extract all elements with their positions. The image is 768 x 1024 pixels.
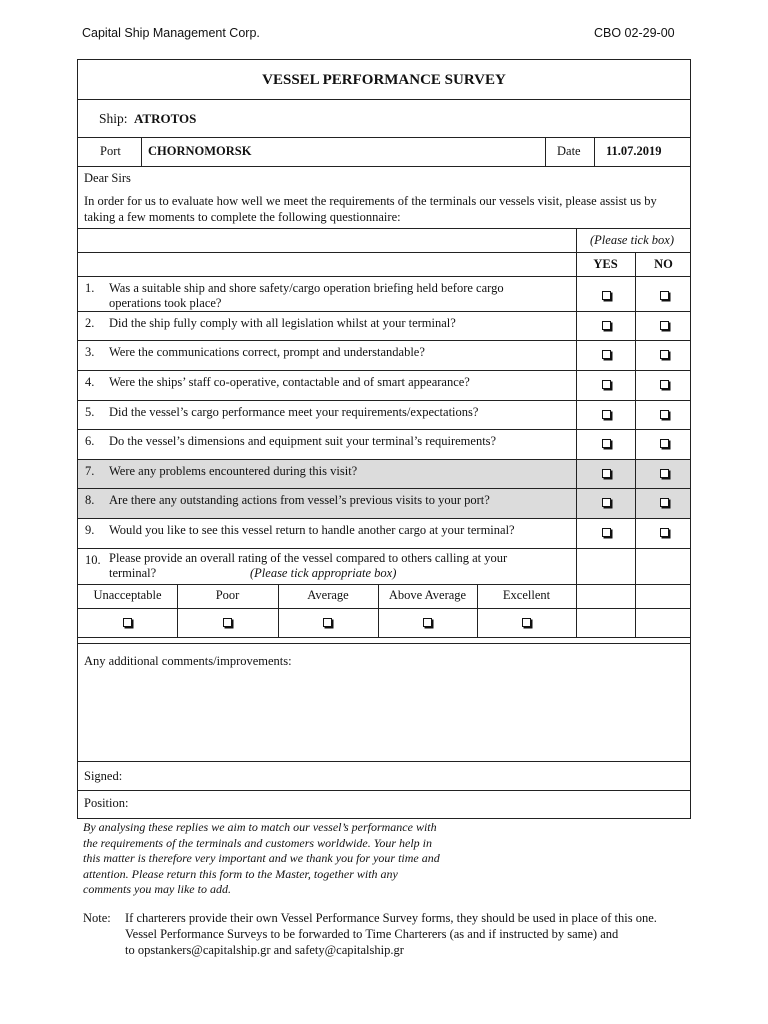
yes-checkbox[interactable]: [602, 380, 611, 389]
yes-no-header: [77, 253, 691, 277]
yes-checkbox[interactable]: [602, 410, 611, 419]
form-code: CBO 02-29-00: [594, 26, 675, 40]
comments-box[interactable]: [77, 638, 691, 762]
comments-label: Any additional comments/improvements:: [84, 654, 292, 668]
question-row: [77, 371, 691, 401]
rating-question-line1: Please provide an overall rating of the vessel compared to others calling at your: [109, 551, 508, 565]
question-text: Did the ship fully comply with all legislation whilst at your terminal?: [109, 316, 456, 330]
no-checkbox[interactable]: [660, 321, 669, 330]
ship-row: [77, 100, 691, 138]
question-text: Would you like to see this vessel return to handle another cargo at your terminal?: [109, 523, 515, 537]
rating-checkbox-unacceptable[interactable]: [123, 618, 132, 627]
note-line2: Vessel Performance Surveys to be forwarded to Time Charterers (as and if instructed by same) and: [125, 927, 619, 941]
question-number: 6.: [85, 434, 95, 448]
rating-label-unacceptable: Unacceptable: [93, 588, 162, 602]
no-checkbox[interactable]: [660, 498, 669, 507]
yes-checkbox[interactable]: [602, 291, 611, 300]
question-number: 9.: [85, 523, 95, 537]
port-date-row: [77, 138, 691, 167]
date-label: Date: [557, 144, 581, 158]
date-value: 11.07.2019: [606, 144, 662, 158]
ship-label: Ship:: [99, 111, 128, 126]
greeting: Dear Sirs: [84, 171, 131, 185]
question-row: [77, 489, 691, 519]
question-row: [77, 312, 691, 341]
question-text: Do the vessel’s dimensions and equipment suit your terminal’s requirements?: [109, 434, 497, 448]
rating-label-above-average: Above Average: [388, 588, 467, 602]
yes-checkbox[interactable]: [602, 498, 611, 507]
question-number: 4.: [85, 375, 95, 389]
no-checkbox[interactable]: [660, 291, 669, 300]
question-number: 2.: [85, 316, 95, 330]
no-checkbox[interactable]: [660, 410, 669, 419]
rating-checkbox-above-average[interactable]: [423, 618, 432, 627]
question-text: Are there any outstanding actions from vessel’s previous visits to your port?: [109, 493, 490, 507]
signed-field[interactable]: [77, 762, 691, 791]
no-header: NO: [654, 257, 673, 271]
no-checkbox[interactable]: [660, 380, 669, 389]
rating-checkbox-excellent[interactable]: [522, 618, 531, 627]
question-text: Did the vessel’s cargo performance meet your requirements/expectations?: [109, 405, 479, 419]
position-field[interactable]: [77, 791, 691, 819]
yes-checkbox[interactable]: [602, 439, 611, 448]
rating-label-average: Average: [307, 588, 349, 602]
rating-checkbox-poor[interactable]: [223, 618, 232, 627]
yes-checkbox[interactable]: [602, 469, 611, 478]
question-text: Was a suitable ship and shore safety/cargo operation briefing held before cargo operations took place?: [109, 281, 504, 310]
question-row: [77, 430, 691, 460]
tick-note: (Please tick box): [590, 233, 674, 247]
question-number: 3.: [85, 345, 95, 359]
port-label: Port: [100, 144, 121, 158]
rating-question-row: [77, 549, 691, 585]
signed-label: Signed:: [84, 769, 123, 783]
question-row: [77, 401, 691, 430]
no-checkbox[interactable]: [660, 469, 669, 478]
rating-checkbox-average[interactable]: [323, 618, 332, 627]
no-checkbox[interactable]: [660, 528, 669, 537]
note-label: Note:: [83, 911, 111, 925]
question-number: 8.: [85, 493, 95, 507]
question-number: 7.: [85, 464, 95, 478]
title-row: [77, 59, 691, 100]
note-line3: to opstankers@capitalship.gr and safety@capitalship.gr: [125, 943, 404, 957]
question-number: 10.: [85, 553, 101, 567]
yes-checkbox[interactable]: [602, 321, 611, 330]
note-line1: If charterers provide their own Vessel Performance Survey forms, they should be used in place of this one.: [125, 911, 657, 925]
question-number: 1.: [85, 281, 95, 295]
question-number: 5.: [85, 405, 95, 419]
rating-label-excellent: Excellent: [502, 588, 551, 602]
question-text: Were the communications correct, prompt and understandable?: [109, 345, 425, 359]
question-row: [77, 277, 691, 312]
no-checkbox[interactable]: [660, 439, 669, 448]
port-value: CHORNOMORSK: [148, 144, 252, 158]
rating-label-poor: Poor: [215, 588, 240, 602]
rating-checkbox-row: [77, 609, 691, 638]
yes-header: YES: [593, 257, 618, 271]
no-checkbox[interactable]: [660, 350, 669, 359]
yes-checkbox[interactable]: [602, 528, 611, 537]
intro-row: [77, 167, 691, 229]
tick-note-row: [77, 229, 691, 253]
company-name: Capital Ship Management Corp.: [82, 26, 260, 40]
rating-question-line2: terminal?: [109, 566, 157, 580]
intro-text: In order for us to evaluate how well we meet the requirements of the terminals our vessels visit, please assist us by taking a few moments to complete the following questionnaire:: [84, 194, 657, 224]
ship-value: ATROTOS: [134, 111, 197, 126]
page-title: VESSEL PERFORMANCE SURVEY: [262, 72, 506, 88]
closing-paragraph: By analysing these replies we aim to match our vessel’s performance with the requirements of the terminals and customers worldwide. Your help in this matter is therefore very important and we thank you for your time and attention. Please return this form to the Master, together with any comments you may like to add.: [83, 820, 440, 896]
yes-checkbox[interactable]: [602, 350, 611, 359]
position-label: Position:: [84, 796, 129, 810]
question-text: Were the ships’ staff co-operative, contactable and of smart appearance?: [109, 375, 470, 389]
rating-note: (Please tick appropriate box): [250, 566, 397, 580]
rating-labels-row: [77, 585, 691, 609]
question-row: [77, 519, 691, 549]
question-row: [77, 341, 691, 371]
question-text: Were any problems encountered during this visit?: [109, 464, 358, 478]
question-row: [77, 460, 691, 489]
